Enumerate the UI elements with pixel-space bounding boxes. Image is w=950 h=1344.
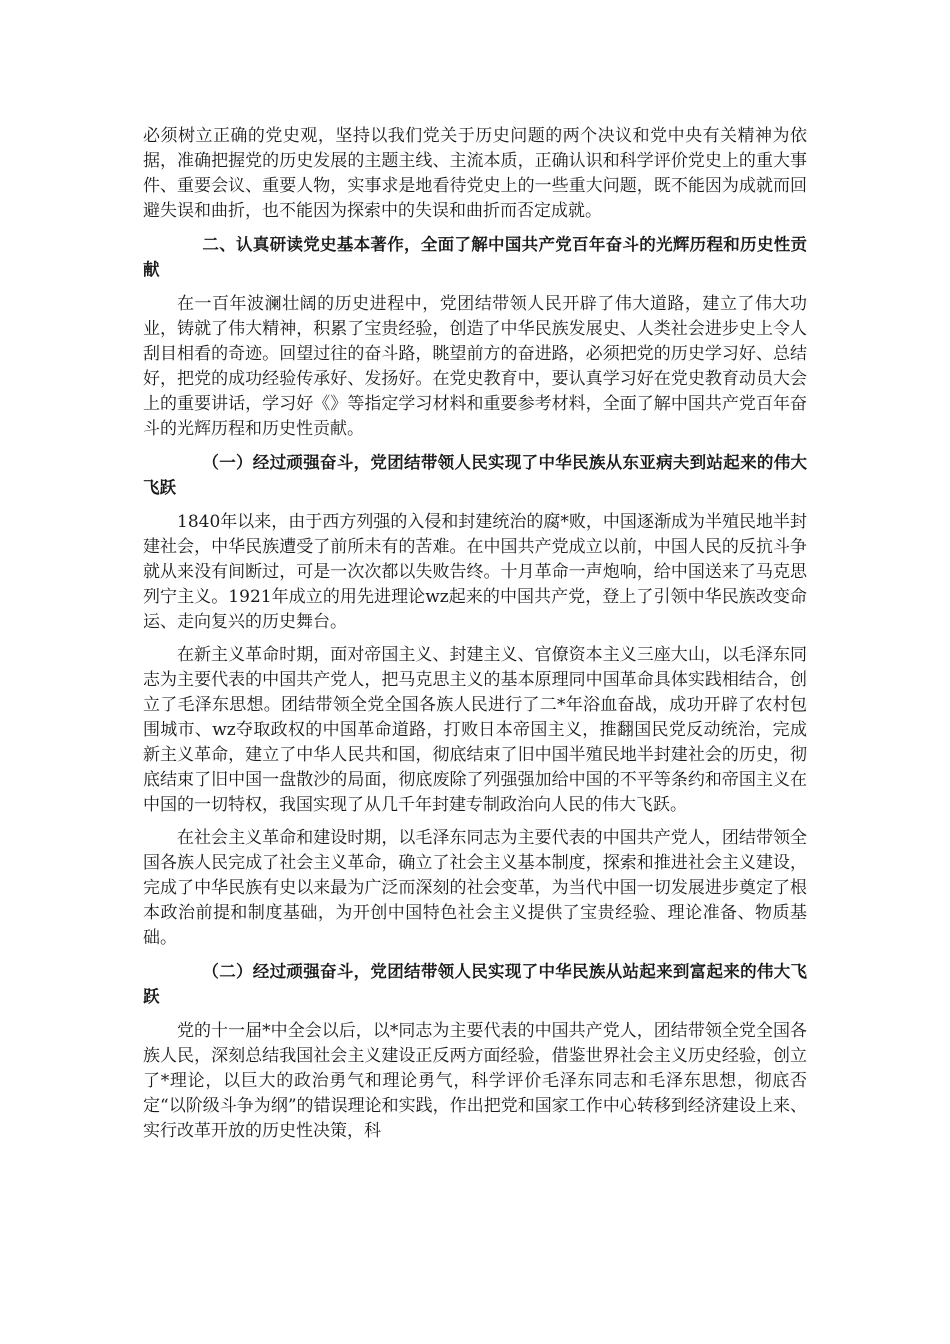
subsection-heading-2: （二）经过顽强奋斗，党团结带领人民实现了中华民族从站起来到富起来的伟大飞跃 [143, 962, 807, 1006]
paragraph-1840: 1840年以来，由于西方列强的入侵和封建统治的腐*败，中国逐渐成为半殖民地半封建社会，中华民族遭受了前所未有的苦难。在中国共产党成立以前，中国人民的反抗斗争就从来没有间断过，可是一次次都以失败告终。十月革命一声炮响，给中国送来了马克思列宁主义。1921年成立的用先进理论wz起来的中国共产党，登上了引领中华民族改变命运、走向复兴的历史舞台。 [143, 512, 807, 632]
paragraph-new-revolution: 在新主义革命时期，面对帝国主义、封建主义、官僚资本主义三座大山，以毛泽东同志为主要代表的中国共产党人，把马克思主义的基本原理同中国革命具体实践相结合，创立了毛泽东思想。团结带领全党全国各族人民进行了二*年浴血奋战，成功开辟了农村包围城市、wz夺取政权的中国革命道路，打败日本帝国主义，推翻国民党反动统治，完成新主义革命，建立了中华人民共和国，彻底结束了旧中国半殖民地半封建社会的历史，彻底结束了旧中国一盘散沙的局面，彻底废除了列强强加给中国的不平等条约和帝国主义在中国的一切特权，我国实现了从几千年封建专制政治向人民的伟大飞跃。 [143, 645, 807, 815]
section-heading-2: 二、认真研读党史基本著作，全面了解中国共产党百年奋斗的光辉历程和历史性贡献 [143, 235, 807, 279]
subsection-heading-1: （一）经过顽强奋斗，党团结带领人民实现了中华民族从东亚病夫到站起来的伟大飞跃 [143, 453, 807, 497]
paragraph-socialist-construction: 在社会主义革命和建设时期，以毛泽东同志为主要代表的中国共产党人，团结带领全国各族人民完成了社会主义革命，确立了社会主义基本制度，探索和推进社会主义建设，完成了中华民族有史以来最为广泛而深刻的社会变革，为当代中国一切发展进步奠定了根本政治前提和制度基础，为开创中国特色社会主义提供了宝贵经验、理论准备、物质基础。 [143, 828, 807, 948]
paragraph-century-course: 在一百年波澜壮阔的历史进程中，党团结带领人民开辟了伟大道路，建立了伟大功业，铸就了伟大精神，积累了宝贵经验，创造了中华民族发展史、人类社会进步史上令人刮目相看的奇迹。回望过往的奋斗路，眺望前方的奋进路，必须把党的历史学习好、总结好，把党的成功经验传承好、发扬好。在党史教育中，要认真学习好在党史教育动员大会上的重要讲话，学习好《》等指定学习材料和重要参考材料，全面了解中国共产党百年奋斗的光辉历程和历史性贡献。 [143, 294, 807, 439]
paragraph-reform-opening: 党的十一届*中全会以后，以*同志为主要代表的中国共产党人，团结带领全党全国各族人民，深刻总结我国社会主义建设正反两方面经验，借鉴世界社会主义历史经验，创立了*理论，以巨大的政治勇气和理论勇气，科学评价毛泽东同志和毛泽东思想，彻底否定“以阶级斗争为纲”的错误理论和实践，作出把党和国家工作中心转移到经济建设上来、实行改革开放的历史性决策，科 [143, 1021, 807, 1141]
paragraph-party-history-view: 必须树立正确的党史观，坚持以我们党关于历史问题的两个决议和党中央有关精神为依据，准确把握党的历史发展的主题主线、主流本质，正确认识和科学评价党史上的重大事件、重要会议、重要人物，实事求是地看待党史上的一些重大问题，既不能因为成就而回避失误和曲折，也不能因为探索中的失误和曲折而否定成就。 [143, 126, 807, 221]
document-page [143, 124, 807, 1152]
